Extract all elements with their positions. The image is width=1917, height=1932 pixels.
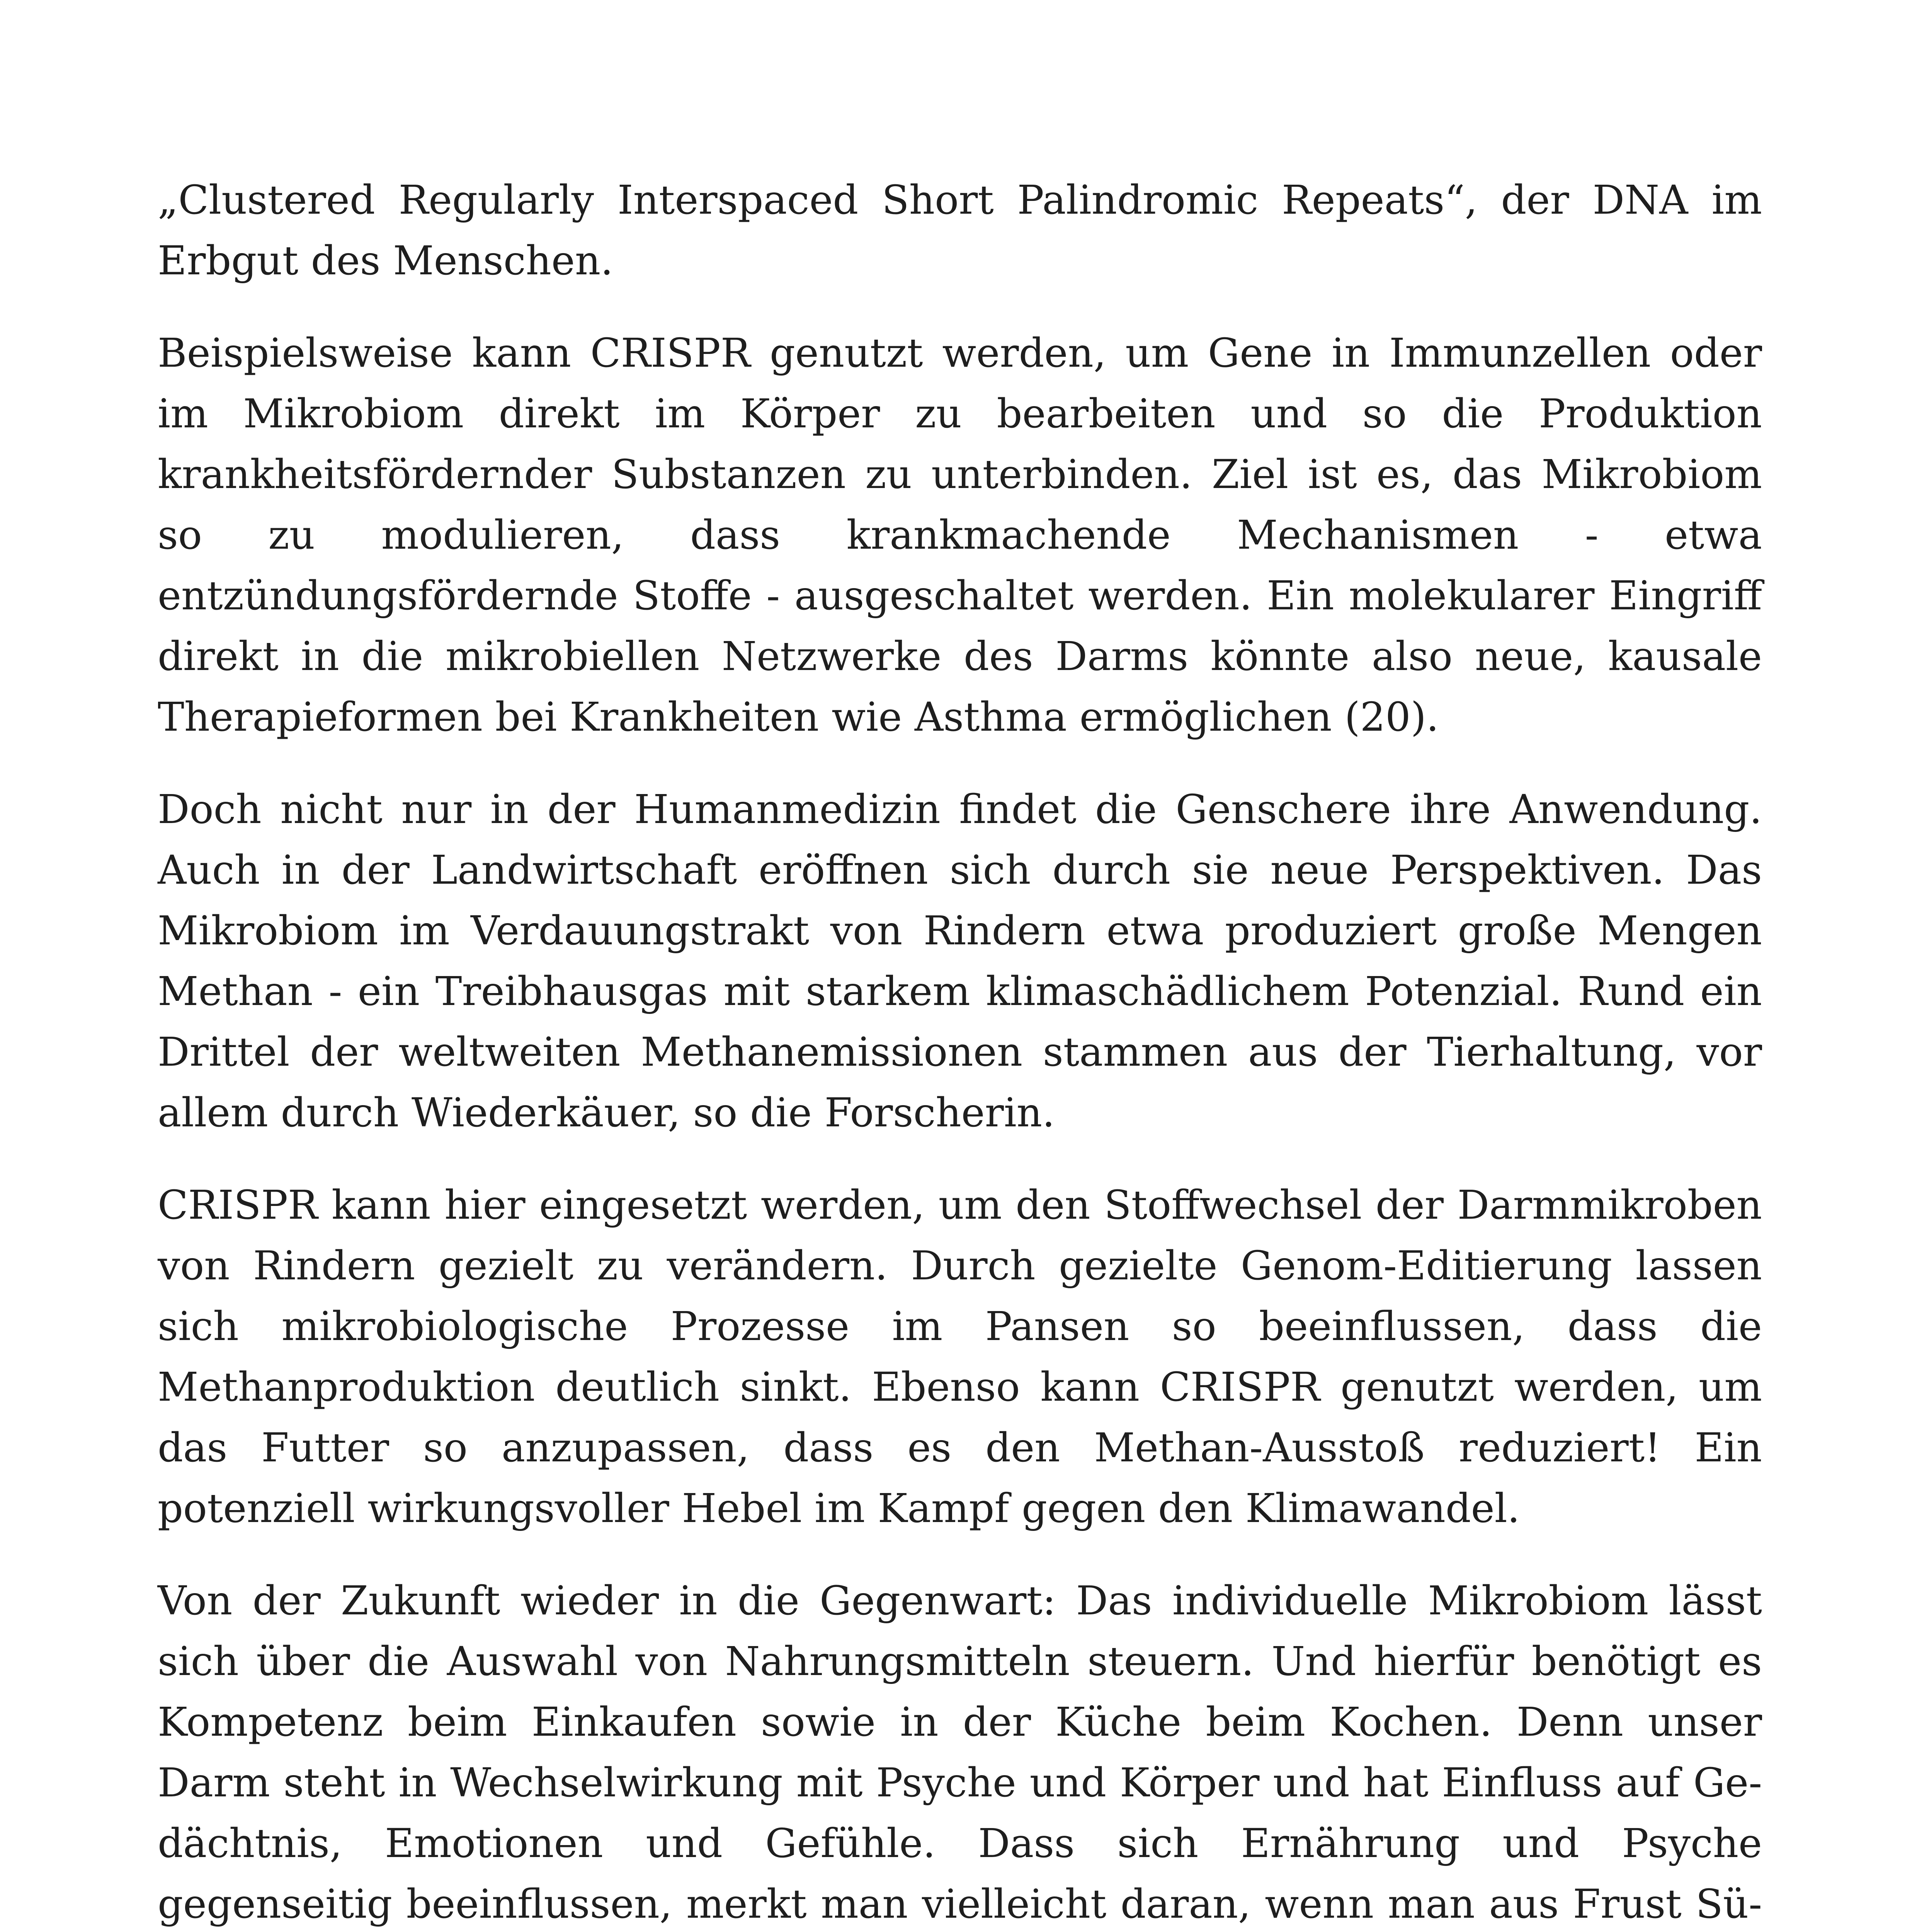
body-text (158, 170, 1762, 1932)
paragraph: Beispielsweise kann CRISPR genutzt werden, um Gene in Immunzellen oder im Mikrobiom direkt im Körper zu bearbeiten und so die Produktion krankheitsfördernder Substanzen zu unterbinden. Ziel ist es, das Mikrobiom so zu modulieren, dass krankmachende Mechanismen - etwa entzündungsfördernde Stoffe - ausgeschaltet werden. Ein molekularer Eingriff direkt in die mikrobiellen Netzwerke des Darms könnte also neue, kausale Therapieformen bei Krankheiten wie Asthma ermöglichen (20). (158, 330, 1762, 740)
paragraph: Von der Zukunft wieder in die Gegenwart: Das individuelle Mikrobiom lässt sich über die Auswahl von Nahrungsmitteln steuern. Und hierfür benötigt es Kompetenz beim Einkaufen sowie in der Küche beim Kochen. Denn unser Darm steht in Wechselwirkung mit Psyche und Körper und hat Einfluss auf Gedächtnis, Emotionen und Gefühle. Dass sich Ernährung und Psyche gegenseitig beeinflussen, merkt man vielleicht daran, wenn man aus Frust Sü (158, 1578, 1762, 1927)
paragraph: „Clustered Regularly Interspaced Short Palindromic Repeats“, der DNA im Erbgut des Menschen. (158, 177, 1762, 284)
paragraph: CRISPR kann hier eingesetzt werden, um den Stoffwechsel der Darmmikroben von Rindern gezielt zu verändern. Durch gezielte Genom-Editierung lassen sich mikrobiologische Prozesse im Pansen so beeinflussen, dass die Methanproduktion deutlich sinkt. Ebenso kann CRISPR genutzt werden, um das Futter so anzupassen, dass es den Methan-Ausstoß reduziert! Ein potenziell wirkungsvoller Hebel im Kampf gegen den Klimawandel. (158, 1182, 1762, 1532)
paragraph: Doch nicht nur in der Humanmedizin findet die Genschere ihre Anwendung. Auch in der Landwirtschaft eröffnen sich durch sie neue Perspektiven. Das Mikrobiom im Verdauungstrakt von Rindern etwa produziert große Mengen Methan - ein Treibhausgas mit starkem klimaschädlichem Potenzial. Rund ein Drittel der weltweiten Methanemissionen stammen aus der Tierhaltung, vor allem durch Wiederkäuer, so die Forscherin. (158, 786, 1762, 1136)
